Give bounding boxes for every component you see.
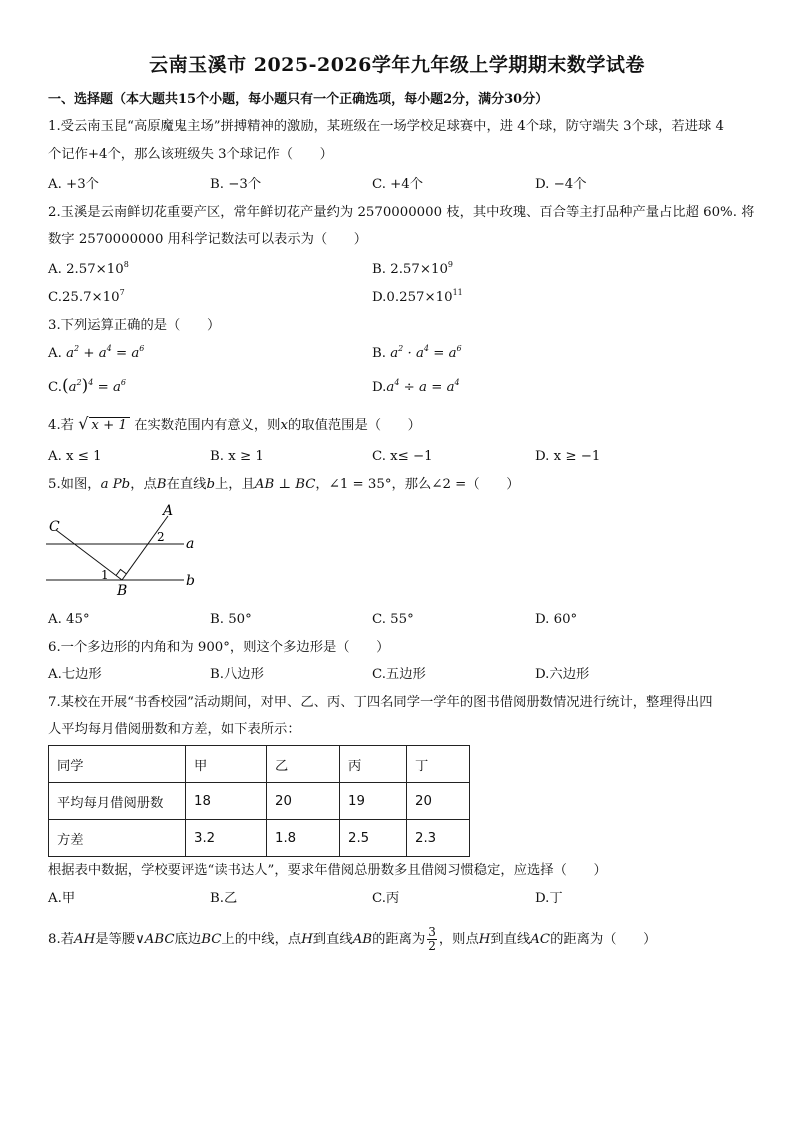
q4-pre: 4.若: [48, 418, 74, 433]
q4-option-c[interactable]: C. x≤ −1: [372, 449, 433, 464]
q3-option-d[interactable]: [372, 380, 460, 396]
label-b-point: B: [117, 583, 128, 599]
q4-option-a[interactable]: A. x ≤ 1: [48, 449, 102, 464]
q2-option-a-exponent: 8: [123, 260, 129, 269]
q3-option-c-label: C.: [48, 380, 62, 395]
q1-line2a: 个记作: [48, 147, 88, 162]
q1-line2: [48, 147, 333, 163]
label-angle-1: 1: [101, 568, 109, 582]
q6-stem: 6.一个多边形的内角和为 900°，则这个多边形是（ ）: [48, 640, 390, 655]
q3-option-b[interactable]: [372, 346, 462, 362]
q7-option-c[interactable]: C.丙: [372, 891, 400, 906]
q3-option-a-label: A.: [48, 346, 62, 361]
q7-option-b[interactable]: B.乙: [210, 891, 238, 906]
q5-mid3: 上，且: [214, 477, 255, 492]
table-cell: 方差: [49, 820, 186, 857]
q2-option-b-label: B.: [372, 262, 391, 277]
table-cell: 3.2: [186, 820, 267, 857]
q2-option-c[interactable]: [48, 290, 125, 306]
q5-pre: 5.如图，: [48, 477, 101, 492]
table-header-cell: 甲: [186, 746, 267, 783]
q8-mid7: 到直线: [490, 932, 531, 947]
label-line-a: a: [186, 536, 195, 552]
table-cell: 18: [186, 783, 267, 820]
q2-option-b-exponent: 9: [447, 260, 453, 269]
q8-stem: [48, 926, 656, 953]
table-cell: 20: [407, 783, 470, 820]
table-row: [49, 783, 470, 820]
sqrt-icon: √: [78, 414, 89, 433]
q5-mid4: ，∠1 = 35°，那么∠2 =（ ）: [315, 477, 520, 492]
q5-option-b[interactable]: B. 50°: [210, 612, 252, 627]
q1-option-c[interactable]: C. +4个: [372, 177, 424, 192]
q8-denominator: 2: [428, 939, 436, 953]
q7-line2: 人平均每月借阅册数和方差，如下表所示：: [48, 722, 301, 737]
table-cell: 1.8: [267, 820, 340, 857]
table-header-cell: 同学: [49, 746, 186, 783]
label-c: C: [49, 519, 60, 535]
q5-point-b: B: [156, 477, 167, 492]
q2-option-d-label: D.: [372, 290, 387, 305]
q4-option-b[interactable]: B. x ≥ 1: [210, 449, 264, 464]
table-header-cell: 乙: [267, 746, 340, 783]
q3-option-c[interactable]: [48, 378, 126, 396]
q2-option-a-mantissa: 2.57×10: [66, 262, 124, 277]
segment-ba: [122, 516, 168, 580]
q2-line2: 数字 2570000000 用科学记数法可以表示为（ ）: [48, 232, 368, 247]
q3-option-b-label: B.: [372, 346, 386, 361]
q8-mid2: 底边: [174, 932, 202, 947]
q8-mid3: 上的中线，点: [221, 932, 302, 947]
q4-mid: 在实数范围内有意义，则: [134, 418, 281, 433]
q5-stem: [48, 477, 520, 493]
q7-option-a[interactable]: A.甲: [48, 891, 76, 906]
q2-option-a[interactable]: [48, 262, 129, 278]
table-header-cell: 丙: [340, 746, 407, 783]
q8-numerator: 3: [428, 925, 436, 939]
q2-option-c-label: C.: [48, 290, 62, 305]
q4-sqrt: [78, 414, 130, 433]
q8-mid1: 是等腰: [95, 932, 136, 947]
q1-plus4: +4: [87, 147, 108, 162]
q3-stem: 3.下列运算正确的是（ ）: [48, 318, 221, 333]
q5-line-b: b: [206, 477, 215, 492]
q8-ab: AB: [352, 932, 373, 947]
q1-option-a[interactable]: A. +3个: [48, 177, 99, 192]
q8-h: H: [301, 932, 313, 947]
q5-figure: [42, 500, 212, 600]
q8-fraction: [427, 926, 437, 953]
q1-line1: 1.受云南玉昆“高原魔鬼主场”拼搏精神的激励，某班级在一场学校足球赛中，进 4个球，防守端失 3个球，若进球 4: [48, 119, 724, 134]
q8-post: 的距离为（ ）: [550, 932, 657, 947]
q7-after: 根据表中数据，学校要评选“读书达人”，要求年借阅总册数多且借阅习惯稳定，应选择（ ）: [48, 863, 607, 878]
section-heading: 一、选择题（本大题共15个小题，每小题只有一个正确选项，每小题2分，满分30分）: [48, 92, 549, 107]
q8-h2: H: [478, 932, 491, 947]
q8-ac: AC: [530, 932, 551, 947]
page-title: 云南玉溪市 2025-2026学年九年级上学期期末数学试卷: [149, 54, 645, 76]
q8-mid6: ，则点: [438, 932, 479, 947]
q7-option-d[interactable]: D.丁: [535, 891, 563, 906]
q4-stem: [48, 416, 421, 434]
q2-option-d-mantissa: 0.257×10: [386, 290, 453, 305]
table-cell: 19: [340, 783, 407, 820]
table-header-cell: 丁: [407, 746, 470, 783]
q4-option-d[interactable]: D. x ≥ −1: [535, 449, 601, 464]
q3-option-d-formula: $a^4 \div a = a^4$: [386, 378, 460, 395]
label-angle-2: 2: [157, 530, 165, 544]
table-cell: 2.3: [407, 820, 470, 857]
q2-option-c-mantissa: 25.7×10: [61, 290, 120, 305]
q7-stats-table: [48, 745, 470, 857]
q3-option-b-formula: $a^2 \cdot a^4 = a^6$: [390, 344, 462, 361]
q8-mid5: 的距离为: [372, 932, 426, 947]
q1-line2c: 个，那么该班级失 3个球记作（ ）: [107, 147, 333, 162]
q6-option-d[interactable]: D.六边形: [535, 667, 590, 682]
table-cell: 平均每月借阅册数: [49, 783, 186, 820]
table-cell: 20: [267, 783, 340, 820]
q7-line1: 7.某校在开展“书香校园”活动期间，对甲、乙、丙、丁四名同学一学年的图书借阅册数情况进行统计，整理得出四: [48, 695, 713, 710]
q6-option-a[interactable]: A.七边形: [48, 667, 102, 682]
q3-option-a-formula: $a^2 + a^4 = a^6$: [66, 344, 145, 361]
q5-mid1: ，点: [130, 477, 157, 492]
q3-option-a[interactable]: [48, 346, 144, 362]
q8-triangle: ∨ABC: [135, 932, 175, 947]
q8-ah: AH: [73, 932, 96, 947]
q4-radicand: x + 1: [89, 417, 130, 434]
q4-var: x: [280, 418, 288, 433]
q6-option-c[interactable]: C.五边形: [372, 667, 426, 682]
q8-mid4: 到直线: [312, 932, 353, 947]
q2-option-a-label: A.: [48, 262, 67, 277]
q5-mid2: 在直线: [166, 477, 207, 492]
q5-option-d[interactable]: D. 60°: [535, 612, 578, 627]
q2-option-d[interactable]: [372, 290, 463, 306]
q5-parallel: a Pb: [100, 477, 131, 492]
label-line-b: b: [186, 573, 195, 589]
label-a: A: [163, 503, 174, 519]
q2-line1: 2.玉溪是云南鲜切花重要产区，常年鲜切花产量约为 2570000000 枝，其中玫瑰、百合等主打品种产量占比超 60%. 将: [48, 205, 755, 220]
q1-option-d[interactable]: D. −4个: [535, 177, 587, 192]
q3-option-c-formula: $(a^2)^4 = a^6$: [61, 376, 126, 396]
q8-pre: 8.若: [48, 932, 74, 947]
table-cell: 2.5: [340, 820, 407, 857]
right-angle-mark: [116, 570, 127, 576]
q6-option-b[interactable]: B.八边形: [210, 667, 264, 682]
q2-option-d-exponent: 11: [452, 288, 463, 297]
q2-option-b[interactable]: [372, 262, 453, 278]
q5-option-c[interactable]: C. 55°: [372, 612, 414, 627]
table-header-row: [49, 746, 470, 783]
q4-post: 的取值范围是（ ）: [287, 418, 421, 433]
table-row: [49, 820, 470, 857]
q2-option-c-exponent: 7: [119, 288, 125, 297]
q3-option-d-label: D.: [372, 380, 387, 395]
q8-bc: BC: [201, 932, 222, 947]
q5-perp: AB ⊥ BC: [254, 477, 316, 492]
q1-option-b[interactable]: B. −3个: [210, 177, 262, 192]
segment-bc: [56, 530, 122, 580]
q2-option-b-mantissa: 2.57×10: [390, 262, 448, 277]
q5-option-a[interactable]: A. 45°: [48, 612, 90, 627]
